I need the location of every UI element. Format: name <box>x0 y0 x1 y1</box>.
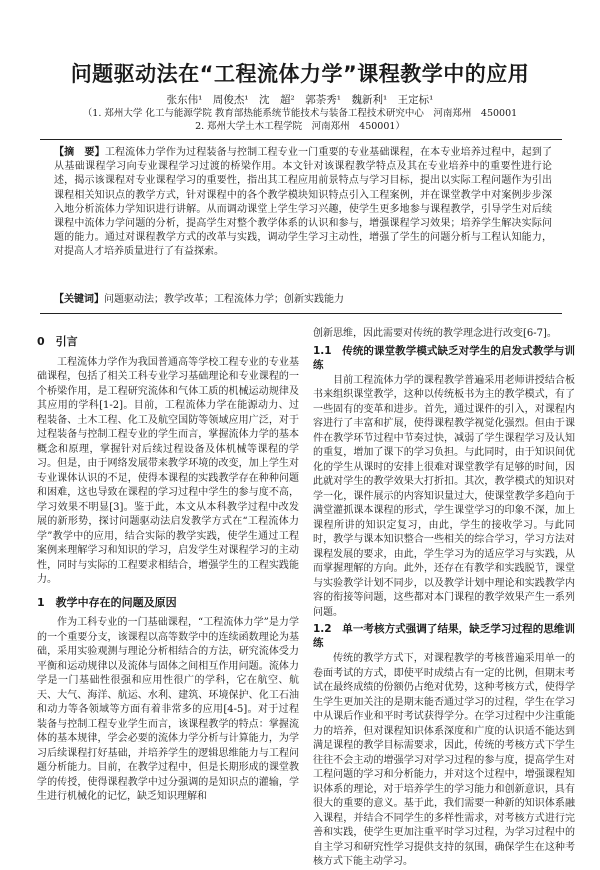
section-0-paragraph: 工程流体力学作为我国普通高等学校工程专业的专业基础课程，包括了相关工科专业学习基础理论和专业课程的一个桥梁作用，是工程研究流体和气体工质的机械运动规律及其应用的学科[1-2]。目前，工程流体力学在能源动力、过程装备、土木工程、化工及航空国防等领域应用广泛，对于过程装备与控制工程专业的学生而言，掌握流体力学的基本概念和原理，掌握针对后续过程设备及体机械等课程的学习。但是，由于网络发展带来教学环境的改变，加上学生对专业课体认识的不足，使得本课程的实践教学存在种种问题和困难，这也导致在课程的学习过程中学生的参与度不高，学习效果不明显[3]。鉴于此，本文从本科教学过程中改发展的新形势，探讨问题驱动法启发教学方式在“工程流体力学”教学中的应用，结合实际的教学实践，使学生通过工程案例来理解学习和知识的学习，启发学生对课程学习的主动性，同时与实际的工程要求相结合，增强学生的工程实践能力。 <box>37 356 299 585</box>
keywords-line <box>54 293 552 307</box>
affiliation-2: 2. 郑州大学土木工程学院 河南郑州 450001） <box>195 121 405 132</box>
section-1-2-paragraph: 传统的教学方式下，对课程教学的考核普遍采用单一的卷面考试的方式，即使平时成绩占有一定的比例，但期末考试在最终成绩的份额仍占绝对优势，这种考核方式，使得学生学生更加关注的是期末能否通过学习的过程，学生在学习中从课后作业和平时考试获得学分。在学习过程中少注重能力的培养，但对课程知识体系深度和广度的认识适不能达到满足课程的教学目标需要求，因此，传统的考核方式下学生往往不会主动的增强学习对学习过程的参与度，提高学生对工程问题的学习和分析能力，并对这个过程中，增强课程知识体系的理论，对于培养学生的学习能力和创新意识，具有很大的重要的意义。基于此，我们需要一种新的知识体系融入课程，并结合不同学生的多样性需求，对考核方式进行完善和实践，使学生更加注重平时学习过程，为学习过程中的自主学习和研究性学习提供支持的氛围，确保学生在这种考核方式下能主动学习。 <box>313 653 575 867</box>
right-column <box>313 327 575 870</box>
abstract-box <box>40 139 562 314</box>
section-1-paragraph: 作为工科专业的一门基础课程，“工程流体力学”是力学的一个重要分支，该课程以高等数学中的连续函数理论为基础，采用实验观测与理论分析相结合的方法，研究流体受力平衡和运动规律以及流体与固体之间相互作用问题。流体力学是一门基础性很强和应用性很广的学科，它在航空、航天、大气、海洋、航运、水利、建筑、环境保护、化工石油和动力等各领域等方面有着非常多的应用[4-5]。对于过程装备与控制工程专业学生而言，该课程教学的特点：掌握流体的基本规律，学会必要的流体力学分析与计算能力，为学习后续课程打好基础，并培养学生的逻辑思维能力与工程问题分析能力。目前，在教学过程中，但是长期形成的课堂教学的传授，使得课程教学中过分强调的是知识点的灌输，学生进行机械化的记忆，缺乏知识理解和 <box>37 617 299 802</box>
section-1-1-paragraph: 目前工程流体力学的课程教学普遍采用老师讲授结合板书来组织课堂教学，这种以传统板书为主的教学模式，有了一些固有的变革和进步。首先，通过课件的引入，对课程内容进行了丰富和扩展，使得课程教学视觉化强烈。但由于课件在教学环节过程中节奏过快，减弱了学生课程学习及认知的重复，增加了课下的学习负担。与此同时，由于知识间优化的学生从课时的安排上很难对课堂教学有足够的时间，因此就对学生的教学效果大打折扣。其次，教学模式的知识对学一化，课件展示的内容知识量过大，使课堂教学多趋向于满堂灌抓课本课程的形式，学生课堂学习的印象不深，加上课程所讲的知识定复习，由此，学生的接收学习。与此同时，教学与课本知识整合一些相关的综合学习，学习方法对课程发展的要求，由此，学生学习为的适应学习与实践，从而掌握理解的方向。此外，还存在有教学和实践脱节，课堂与实验教学计划不同步，以及教学计划中理论和实践教学内容的衔接等问题，这些都对本门课程的教学效果产生一系列问题。 <box>313 374 575 618</box>
section-1-1-heading: 1.1 传统的课堂教学模式缺乏对学生的启发式教学与训练 <box>313 344 575 371</box>
keywords-label: 【关键词】 <box>54 293 104 305</box>
section-0-heading: 0 引言 <box>37 335 78 348</box>
author-list: 张东伟¹ 周俊杰¹ 沈 超² 郭荼秀¹ 魏新利¹ 王定标¹ <box>166 94 434 106</box>
affiliation-1: （1. 郑州大学 化工与能源学院 教育部热能系统节能技术与装备工程技术研究中心 河南郑州 450001 <box>82 108 518 119</box>
abstract-text: 工程流体力学作为过程装备与控制工程专业一门重要的专业基础课程，在本专业培养过程中，起到了从基础课程学习向专业课程学习过渡的桥梁作用。本文针对该课程教学特点及其在专业培养中的重要性进行论述，揭示该课程对专业课程学习的重要性，指出其工程应用前景特点与学习目标，提出以实际工程问题作为引出课程相关知识点的教学方式，针对课程中的各个教学模块知识特点引入工程案例，并在课堂教学中对案例步步深入地分析流体力学知识进行讲解。从而调动课堂上学生学习兴趣，使学生更多地参与课程教学，引导学生对后续课程中流体力学问题的分析，提高学生对整个教学体系的认识和参与，增强课程学习效果；培养学生解决实际问题的能力。通过对课程教学方式的改革与实践，调动学生学习主动性，增强了学生的问题分析与工程认知能力，对提高人才培养质量进行了有益探索。 <box>54 147 553 258</box>
section-1-heading: 1 教学中存在的问题及原因 <box>37 595 177 609</box>
continued-text: 创新思维，因此需要对传统的教学理念进行改变[6-7]。 <box>313 328 557 339</box>
section-1-2-heading: 1.2 单一考核方式强调了结果，缺乏学习过程的思维训练 <box>313 623 575 649</box>
keywords-text: 问题驱动法；教学改革；工程流体力学；创新实践能力 <box>104 293 344 305</box>
abstract-label: 【摘 要】 <box>54 147 105 158</box>
left-column <box>37 327 299 805</box>
paper-title: 问题驱动法在“工程流体力学”课程教学中的应用 <box>70 62 530 86</box>
abstract <box>40 140 562 260</box>
